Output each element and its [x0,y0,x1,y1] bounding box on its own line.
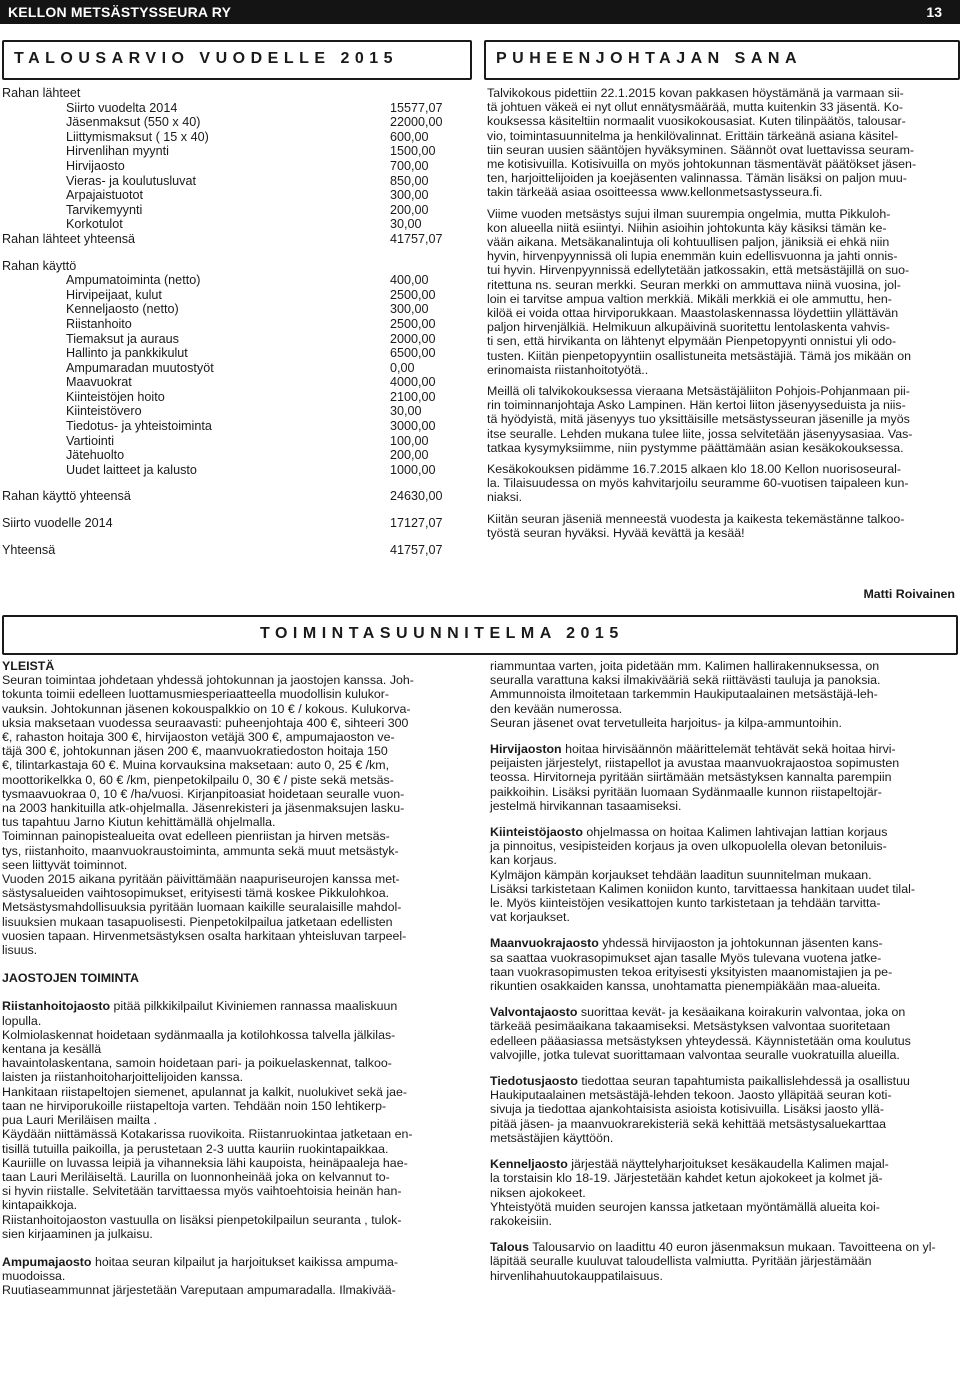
plan-block [490,825,956,924]
income-label: Hirvijaosto [66,158,125,173]
expense-row [2,390,472,405]
income-row [2,217,472,232]
income-value: 22000,00 [390,115,443,130]
income-label: Liittymismaksut ( 15 x 40) [66,129,209,144]
text-line: seen liittyvät toiminnot. [2,857,128,872]
expense-value: 30,00 [390,404,422,419]
text-line: tokunta toimii edelleen luottamusmiesperiaatteella muodollisin kulukor- [2,687,390,702]
expense-label: Kenneljaosto (netto) [66,302,179,317]
carry-row [2,516,472,531]
block-heading: Hirvijaoston [490,742,562,757]
text-run: järjestää näyttelyharjoitukset kesäkaudella Kalimen majal- [571,1157,889,1172]
income-label: Arpajaistuotot [66,188,144,203]
block-heading: Talous [490,1240,530,1255]
text-line: Kauriille on luvassa leipiä ja vihanneksia lähi kaupoista, heinäpaaleja hae- [2,1155,408,1170]
text-line: edelleen pääasiassa metsästyksen yhteydessä. Käynnistetään oma koulutus [490,1033,911,1048]
plan-block [490,936,956,993]
expense-row [2,375,472,390]
text-line: pitää jäsen- ja maanvuokrarekisteriä sekä kehittää metsästysaluekarttaa [490,1116,887,1131]
text-line: muodoissa. [2,1269,66,1284]
plan-block [490,742,956,813]
expense-value: 2100,00 [390,389,436,404]
text-line: Toiminnan painopistealueita ovat edelleen pienriistan ja hirven metsäs- [2,829,390,844]
expense-label: Vartiointi [66,433,115,448]
income-value: 850,00 [390,173,429,188]
plan-block [490,1240,956,1283]
expense-label: Tiemaksut ja auraus [66,331,179,346]
income-row [2,101,472,116]
text-line: Kesäkokouksen pidämme 16.7.2015 alkaen klo 18.00 Kellon nuorisoseural- [487,462,901,477]
expense-label: Maavuokrat [66,375,132,390]
plan-block [2,659,470,957]
text-line: paljon hirvenjälkiä. Helmikuun alkupäivinä suoritettu lentolaskenta vahvis- [487,320,890,335]
block-gap [490,813,956,825]
text-line: ten, harjoittelijoiden ja koejäsenten valinnassa. Tämän lisäksi on paljon muu- [487,171,907,186]
block-heading: Ampumajaosto [2,1254,92,1269]
expense-label: Riistanhoito [66,316,132,331]
chairman-title-box [484,40,960,80]
text-line: Haukiputaalainen metsästäjä-lehden tekoon. Jaosto ylläpitää seuran koti- [490,1088,892,1103]
text-line: Vuoden 2015 aikana pyritään päivittämään naapuriseurojen kanssa met- [2,872,400,887]
text-line: tui hyvin. Hirvenpyynnissä edellytetään jatkossakin, että metsästäjillä on suo- [487,263,910,278]
text-run: hoitaa seuran kilpailut ja harjoitukset kaikissa ampuma- [94,1254,398,1269]
budget-table [2,86,472,557]
text-line: rakokeisiin. [490,1213,552,1228]
text-line: rikuntien osakkaiden kanssa, unohtamatta pienempiäkään maa-alueita. [490,979,881,994]
block-gap [490,730,956,742]
block-heading: Tiedotusjaosto [490,1074,578,1089]
expense-value: 200,00 [390,448,429,463]
income-row [2,203,472,218]
text-run: Talousarvio on laadittu 40 euron jäsenmaksun mukaan. Tavoitteena on yl- [532,1240,936,1255]
expense-label: Ampumatoiminta (netto) [66,273,201,288]
block-heading: Riistanhoitojaosto [2,999,111,1014]
text-line: ja pinnoitus, vesipisteiden korjaus ja oven ulkopuolella olevan betoniluis- [490,839,887,854]
text-line: vään aikana. Metsäkanalintuja oli kohtuullisen paljon, jäniksiä ei ehkä niin [487,235,890,250]
income-total-label: Rahan lähteet yhteensä [2,231,136,246]
text-line: hyvin, hirvenpyynnissä oli lupia enemmän kuin edellisvuonna ja jahti onnis- [487,249,898,264]
income-label: Siirto vuodelta 2014 [66,100,178,115]
text-line: me kotisivuilla. Kotisivuilla on myös johtokunnan täsmentävät päätökset jäsen- [487,157,917,172]
plan-block [490,1005,956,1062]
chairman-paragraph [487,86,955,200]
text-line: Metsästysmahdollisuuksia pyritään luomaan kaikille seuralaisille mahdol- [2,900,402,915]
text-run: yhdessä hirvijaoston ja johtokunnan jäsenten kans- [602,936,883,951]
text-line: Kylmäjon kämpän korjaukset tehdään laaditun suunnitelman mukaan. [490,867,872,882]
text-line: Käydään niittämässä Kotakarissa ruovikoita. Riistanruokintaa jatketaan en- [2,1127,413,1142]
expense-value: 3000,00 [390,419,436,434]
income-value: 1500,00 [390,144,436,159]
text-line: läpitää seuralle kuuluvat taloudellista valmiutta. Pyritään järjestämään [490,1254,872,1269]
text-line: takin tärkeää asiaa osoitteessa www.kellonmetsastysseura.fi. [487,185,823,200]
block-gap [2,1241,470,1255]
text-line: €, tilintarkastaja 60 €. Muina korvauksina maksetaan: auto 0, 25 € /km, [2,758,390,773]
income-list [2,101,472,232]
text-line: kilöä ei voida ottaa hirviporukkaan. Maastolaskennassa löydettiin yllättävän [487,306,899,321]
expense-row [2,346,472,361]
text-line: jestelmä hirvikannan tasaamiseksi. [490,798,682,813]
text-line: kintapaikkoja. [2,1198,78,1213]
text-line: Riistanhoitojaoston vastuulla on lisäksi pienpetokilpailun seuranta , tulok- [2,1212,402,1227]
income-row [2,188,472,203]
grand-total-value: 41757,07 [390,542,443,557]
text-line: Yhteistyötä muiden seurojen kanssa jatketaan myöntämällä alueita koi- [490,1199,880,1214]
text-run: hoitaa hirvisäännön määrittelemät tehtävät sekä hoitaa hirvi- [565,742,896,757]
text-line: sien kirjaaminen ja julkaisu. [2,1226,153,1241]
income-label: Jäsenmaksut (550 x 40) [66,115,201,130]
expense-label: Tiedotus- ja yhteistoiminta [66,419,212,434]
text-line: vat korjaukset. [490,910,570,925]
income-value: 200,00 [390,202,429,217]
text-run: pitää pilkkikilpailut Kiviniemen rannassa maaliskuun [113,999,398,1014]
text-line: valvojille, jotka tulevat suorittamaan valvontaa seuralle vuokratuilla alueilla. [490,1047,900,1062]
text-line: tys, riistanhoito, maanvuokraustoiminta, ammunta sekä muut metsästyk- [2,843,399,858]
block-heading: Valvontajaosto [490,1005,578,1020]
block-gap [2,985,470,999]
grand-total-row [2,543,472,558]
expense-value: 2500,00 [390,316,436,331]
block-heading: Maanvuokrajaosto [490,936,599,951]
text-line: laisten ja riistanhoitoharjoittelijoiden kanssa. [2,1070,244,1085]
plan-left-column [2,659,470,1298]
grand-total-label: Yhteensä [2,542,56,557]
expense-row [2,448,472,463]
expense-label: Hallinto ja pankkikulut [66,346,188,361]
income-row [2,159,472,174]
expense-row [2,317,472,332]
income-value: 15577,07 [390,100,443,115]
text-line: lopulla. [2,1013,42,1028]
text-line: Lisäksi tarkistetaan Kalimen koniidon kunto, tarvittaessa hankitaan uudet tilal- [490,881,915,896]
expense-value: 4000,00 [390,375,436,390]
expense-total-row [2,489,472,504]
text-run: tiedottaa seuran tapahtumista paikallislehdessä ja osallistuu [581,1074,910,1089]
text-line: lisuuksien mukaan tasapuolisesti. Pienpetokilpailua jatketaan edellisten [2,914,393,929]
chairman-paragraph [487,512,955,540]
income-value: 300,00 [390,188,429,203]
text-line: vauksin. Johtokunnan jäsenen kokouspalkkio on 10 € / kokous. Kulukorva- [2,701,411,716]
text-line: tärkeää pesimäaikana takaamiseksi. Metsästyksen valvontaa suoritetaan [490,1019,891,1034]
text-line: havaintolaskentana, samoin hoidetaan pari- ja poikuelaskennat, talkoo- [2,1056,392,1071]
expense-label: Kiinteistöjen hoito [66,389,165,404]
text-line: rin toiminnanjohtaja Asko Lampinen. Hän kertoi liiton jäsenyyseduista ja niis- [487,398,906,413]
text-line: ti sen, että hirvikanta on lähtenyt elpymään Pienpetopyynti onnistui yli odo- [487,334,897,349]
chairman-paragraph [487,384,955,455]
expense-row [2,419,472,434]
paragraph-gap [487,377,955,384]
income-label: Hirvenlihan myynti [66,144,169,159]
expense-value: 6500,00 [390,346,436,361]
expense-value: 1000,00 [390,462,436,477]
income-row [2,115,472,130]
block-gap [2,957,470,971]
expense-label: Ampumaradan muutostyöt [66,360,214,375]
text-line: metsästäjien käyttöön. [490,1130,614,1145]
text-line: uksia maksetaan vuodessa seuraavasti: puheenjohtaja 400 €, sihteeri 300 [2,715,409,730]
text-line: tiin seuran uusien sääntöjen hyväksyminen. Säännöt ovat luettavissa seuram- [487,142,915,157]
expense-label: Hirvipeijaat, kulut [66,287,162,302]
income-label: Vieras- ja koulutusluvat [66,173,196,188]
text-run: suorittaa kevät- ja kesäaikana koirakurin valvontaa, joka on [580,1005,906,1020]
text-line: Hankitaan riistapeltojen siemenet, apulannat ja kalkit, nuolukivet sekä jae- [2,1084,407,1099]
block-gap [490,1062,956,1074]
income-value: 30,00 [390,217,422,232]
signature: Matti Roivainen [863,587,955,601]
income-heading: Rahan lähteet [2,86,81,100]
text-line: Ammunnoista ilmoitetaan tarkemmin Haukiputaalainen metsästäjä-leh- [490,687,878,702]
expense-heading: Rahan käyttö [2,258,77,273]
text-line: hirvenlihahuutokauppatilaisuus. [490,1268,663,1283]
text-line: peijaisten järjestelyt, riistapellot ja avustaa maanvuokrajaostoa sopimusten [490,756,900,771]
plan-block [2,971,470,985]
plan-block [490,1074,956,1145]
text-line: moottorikelkka 0, 60 € /km, pienpetokilpailu 0, 30 € / piste sekä metsäs- [2,772,394,787]
text-line: Meillä oli talvikokouksessa vieraana Metsästäjäliiton Pohjois-Pohjanmaan pii- [487,384,910,399]
page-header-bar [0,0,960,24]
block-gap [490,993,956,1005]
text-line: työstä seuran hyväksi. Hyvää kevättä ja kesää! [487,525,745,540]
expense-row [2,332,472,347]
section-heading: JAOSTOJEN TOIMINTA [2,971,140,986]
chairman-text [487,86,955,540]
text-line [2,999,470,1013]
publication-name: KELLON METSÄSTYSSEURA RY [8,4,232,20]
expense-value: 100,00 [390,433,429,448]
expense-row [2,434,472,449]
text-line: vio, toimintasuunnitelma ja henkilövalinnat. Erittäin tärkeänä asiana käsitel- [487,128,899,143]
expense-total-value: 24630,00 [390,489,443,504]
text-line: teossa. Hirvitorneja pyritään siirtämään metsästyksen kannalta parempiin [490,770,892,785]
text-line: taan Lauri Meriläiseltä. Laurilla on luonnonheinää joka on kelvannut to- [2,1169,390,1184]
block-heading: Kenneljaosto [490,1157,568,1172]
text-line: Kiitän seuran jäseniä menneestä vuodesta ja kaikesta tekemästänne talkoo- [487,511,905,526]
income-total-row [2,232,472,247]
page-number: 13 [926,4,942,20]
text-line: Kolmiolaskennat hoidetaan sydänmaalla ja kotilohkossa talvella jälkilas- [2,1027,396,1042]
text-line: tus tapahtuu Jarno Kiutun kehittämällä ohjelmalla. [2,815,276,830]
budget-title: TALOUSARVIO VUODELLE 2015 [14,50,399,67]
paragraph-gap [487,200,955,207]
text-line [490,936,956,950]
expense-row [2,273,472,288]
text-line: lisuus. [2,943,38,958]
expense-row [2,404,472,419]
text-line: den kevään numerossa. [490,701,623,716]
text-line: niksen ajokokeet. [490,1185,586,1200]
plan-block [490,659,956,730]
income-total-value: 41757,07 [390,231,443,246]
income-value: 600,00 [390,129,429,144]
text-line: niaksi. [487,490,523,505]
expense-row [2,288,472,303]
text-line: Seuran toimintaa johdetaan yhdessä johtokunnan ja jaostojen kanssa. Joh- [2,673,414,688]
text-line: Seuran jäsenet ovat tervetulleita harjoitus- ja kilpa-ammuntoihin. [490,715,842,730]
text-line: kan korjaus. [490,853,557,868]
plan-title-box [2,615,958,655]
text-line [490,1074,956,1088]
income-row [2,174,472,189]
text-line: taan vuokrasopimusten tekoa erityisesti yksityisten maanomistajien ja pe- [490,964,893,979]
text-line: pua Lauri Meriläisen mailta . [2,1113,157,1128]
text-run: ohjelmassa on hoitaa Kalimen lahtivajan lattian korjaus [586,825,888,840]
chairman-paragraph [487,462,955,505]
text-line: kentana ja kesällä [2,1042,102,1057]
text-line [490,1157,956,1171]
text-line [490,742,956,756]
text-line: taan ne hirviporukoille riistapeltoja varten. Tehdään noin 150 lehtikerp- [2,1098,387,1113]
plan-block [2,999,470,1240]
expense-value: 0,00 [390,360,415,375]
text-line: sivuja ja tiedottaa ajankohtaisista asioista kotisivuilla. Lisäksi jaosto yllä- [490,1102,884,1117]
text-line: tysmaavuokraa 0, 10 € /ha/vuosi. Kirjanpitoasiat hoidetaan seuralle vuon- [2,786,405,801]
text-line: kouksessa käsiteltiin normaalit vuosikokousasiat. Kuten tilinpäätös, talousar- [487,114,906,129]
expense-label: Uudet laitteet ja kalusto [66,462,197,477]
plan-block [2,1255,470,1298]
text-line: sa saattaa vuokrasopimukset ajan tasalle Myös tulevana vuotena jatke- [490,950,882,965]
text-line: tusten. Kiitän pienpetopyyntiin osallistuneita metsästäjiä. Tämä jos mikään on [487,348,912,363]
expense-row [2,302,472,317]
expense-row [2,361,472,376]
text-line [490,825,956,839]
chairman-paragraph [487,207,955,377]
text-line: Viime vuoden metsästys sujui ilman suurempia ongelmia, mutta Pikkuloh- [487,206,891,221]
text-line: loin ei tarvitse ampua valtion merkkiä. Mikäli merkkiä ei ole ammuttu, hen- [487,291,892,306]
text-line: tisillä tutuilla paikoilla, ja perustetaan 2-3 uutta kauriin ruokintapaikkaa. [2,1141,389,1156]
expense-row [2,463,472,478]
text-line: si hyvin riistalle. Selvitetään tarvittaessa myös vaihtoehtoisia heinän han- [2,1184,402,1199]
block-heading: Kiinteistöjaosto [490,825,583,840]
text-line: tatkaa kysymyksiimme, niin pystymme päättämään asian kesäkokouksessa. [487,440,904,455]
text-line: na 2003 hankituilla atk-ohjelmalla. Jäsenrekisteri ja jäsenmaksujen lasku- [2,801,405,816]
income-label: Tarvikemyynti [66,202,143,217]
text-line: la torstaisin klo 18-19. Järjestetään kahdet ketun ajokokeet ja kolmet jä- [490,1171,883,1186]
income-value: 700,00 [390,158,429,173]
carry-value: 17127,07 [390,516,443,531]
paragraph-gap [487,505,955,512]
text-line: seuralla varattuna kaksi ilmakivääriä sekä riittävästi tauluja ja panoksia. [490,673,881,688]
text-line: erinomaista riistanhoitotyötä.. [487,362,649,377]
expense-value: 400,00 [390,273,429,288]
chairman-title: PUHEENJOHTAJAN SANA [496,50,803,67]
text-line: tä johtuen väkeä ei nyt ollut ennätysmäärää, mutta kuitenkin 33 jäsentä. Ko- [487,100,904,115]
section-heading: YLEISTÄ [2,659,55,673]
expense-list [2,273,472,477]
block-gap [490,924,956,936]
budget-title-box [2,40,472,80]
text-line: Talvikokous pidettiin 22.1.2015 kovan pakkasen höystämänä ja varmaan sii- [487,86,904,100]
text-line: le. Myös kiinteistöjen vesikattojen kunto tarkistetaan ja tehdään tarvitta- [490,896,881,911]
text-line: la. Tilaisuudessa on myös kahvitarjoilu seuramme 60-vuotisen taipaleen kun- [487,476,909,491]
plan-right-column [490,659,956,1283]
text-line [2,1255,470,1269]
block-gap [490,1145,956,1157]
income-row [2,130,472,145]
plan-title: TOIMINTASUUNNITELMA 2015 [260,625,624,642]
text-line [490,1005,956,1019]
expense-value: 300,00 [390,302,429,317]
income-row [2,144,472,159]
expense-label: Kiinteistövero [66,404,142,419]
text-line: itse seuralle. Lehden mukana tulee liite, jossa selvitetään jäsenyysasiaa. Vas- [487,426,913,441]
text-line: vuosien tapaan. Hirvenmetsästyksen osalta harkitaan yhteisluvan tarpeel- [2,928,407,943]
text-line [490,1240,956,1254]
text-line: ritettuna ns. seuran merkki. Seuran merkki on ammuttava niinä vuosina, jol- [487,277,901,292]
text-line: täjä 300 €, johtokunnan jäsen 200 €, maanvuokratiedoston hoitaja 150 [2,744,388,759]
text-line: €, rahaston hoitaja 300 €, hirvijaoston vetäjä 300 €, ampumajaoston ve- [2,730,395,745]
text-line: Ruutiaseammunnat järjestetään Vareputaan ampumaradalla. Ilmakivää- [2,1283,396,1298]
text-line: kon alueella niitä esiintyi. Niihin asioihin johtokunta käy käsiksi tämän ke- [487,220,887,235]
text-line: riammuntaa varten, joita pidetään mm. Kalimen hallirakennuksessa, on [490,659,880,673]
text-line: tä hyödyistä, mitä jäsenyys tuo yksittäisille metsästysseuran jäsenille ja myös [487,412,910,427]
plan-block [490,1157,956,1228]
expense-value: 2500,00 [390,287,436,302]
text-line: sästysalueiden vaihtosopimukset, erityisesti tämä koskee Pikkulohkoa. [2,886,390,901]
income-label: Korkotulot [66,217,123,232]
expense-label: Jätehuolto [66,448,125,463]
expense-total-label: Rahan käyttö yhteensä [2,489,131,504]
carry-label: Siirto vuodelle 2014 [2,516,113,531]
block-gap [490,1228,956,1240]
expense-value: 2000,00 [390,331,436,346]
paragraph-gap [487,455,955,462]
text-line: paikkoihin. Lisäksi pyritään luomaan Sydänmaalle kunnon riistapeltojär- [490,784,882,799]
